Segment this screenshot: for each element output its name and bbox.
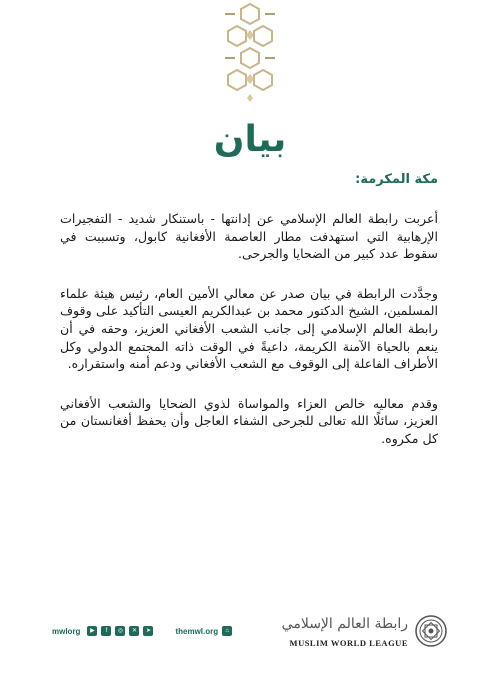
paragraph: أعربت رابطة العالم الإسلامي عن إدانتها - باستنكار شديد - التفجيرات الإرهابية التي استهدفت مطار العاصمة الأفغانية كابول، وتسببت في سقوط عدد كبير من الضحايا والجرحى. <box>60 211 438 262</box>
telegram-icon[interactable]: ➤ <box>143 626 153 636</box>
website-icon[interactable]: ⌂ <box>222 626 232 636</box>
website-link[interactable]: themwl.org <box>175 626 219 636</box>
logo-arabic-text: رابطة العالم الإسلامي <box>281 616 408 632</box>
mwl-seal-icon <box>414 614 448 648</box>
mwl-logo <box>248 612 448 652</box>
logo-english-text: MUSLIM WORLD LEAGUE <box>289 638 408 648</box>
document-title: بيان <box>213 119 287 160</box>
youtube-icon[interactable]: ▶ <box>87 626 97 636</box>
paragraph: وقدم معاليه خالص العزاء والمواساة لذوي الضحايا والشعب الأفغاني العزيز، سائلًا الله تعالى للجرحى الشفاء العاجل وأن يحفظ أفغانستان من كل مكروه. <box>60 395 438 446</box>
facebook-icon[interactable]: f <box>101 626 111 636</box>
statement-body <box>60 210 438 470</box>
dateline: مكة المكرمة: <box>355 172 438 187</box>
instagram-icon[interactable]: ◎ <box>115 626 125 636</box>
twitter-icon[interactable]: ✕ <box>129 626 139 636</box>
footer <box>52 612 448 652</box>
geometric-ornament <box>221 0 279 106</box>
paragraph: وجدَّدت الرابطة في بيان صدر عن معالي الأمين العام، رئيس هيئة علماء المسلمين، الشيخ الدكتور محمد بن عبدالكريم العيسى التأكيد على وقوف رابطة العالم الإسلامي إلى جانب الشعب الأفغاني العزيز، وحقه في أن ينعم بالحياة الآمنة الكريمة، داعيةً في الوقت ذاته المجتمع الدولي وكل الأطراف الفاعلة إلى الوقوف مع الشعب الأفغاني ودعم أمنه واستقراره. <box>60 285 438 372</box>
social-links <box>52 626 232 636</box>
social-handle[interactable]: mwlorg <box>52 626 81 636</box>
